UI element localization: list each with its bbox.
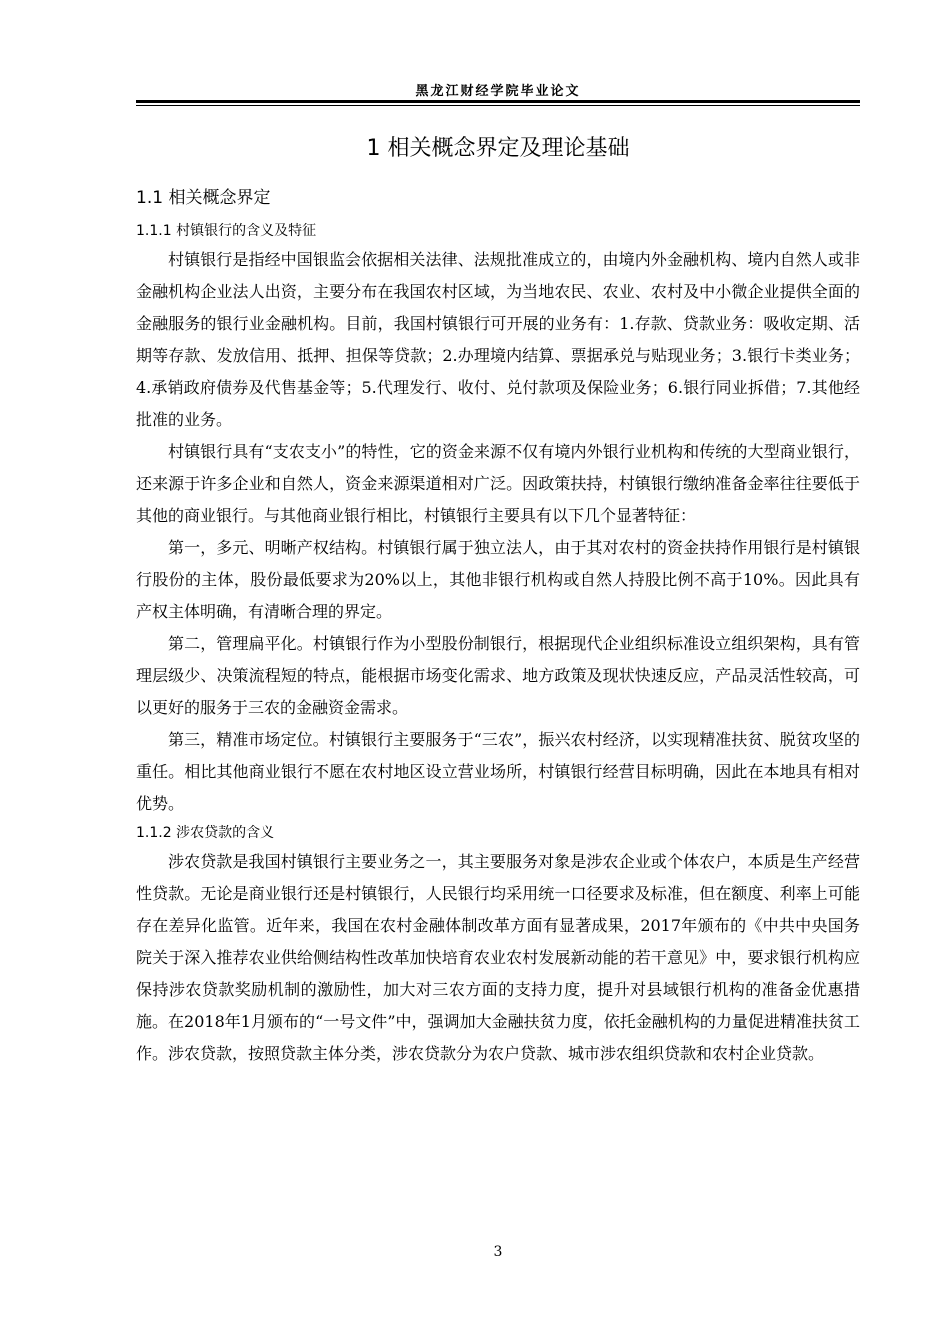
paragraph: 第二，管理扁平化。村镇银行作为小型股份制银行，根据现代企业组织标准设立组织架构，具有管理层级少、决策流程短的特点，能根据市场变化需求、地方政策及现状快速反应，产品灵活性较高，可以更好的服务于三农的金融资金需求。 bbox=[136, 634, 860, 717]
page-number: 3 bbox=[493, 1244, 503, 1260]
header-rule-thin bbox=[136, 105, 860, 106]
paragraph: 第三，精准市场定位。村镇银行主要服务于“三农”，振兴农村经济，以实现精准扶贫、脱贫攻坚的重任。相比其他商业银行不愿在农村地区设立营业场所，村镇银行经营目标明确，因此在本地具有相对优势。 bbox=[136, 730, 860, 813]
paragraph: 村镇银行是指经中国银监会依据相关法律、法规批准成立的，由境内外金融机构、境内自然人或非金融机构企业法人出资，主要分布在我国农村区域，为当地农民、农业、农村及中小微企业提供全面的金融服务的银行业金融机构。目前，我国村镇银行可开展的业务有：1.存款、贷款业务：吸收定期、活期等存款、发放信用、抵押、担保等贷款；2.办理境内结算、票据承兑与贴现业务；3.银行卡类业务；4.承销政府债券及代售基金等；5.代理发行、收付、兑付款项及保险业务；6.银行同业拆借；7.其他经批准的业务。 bbox=[136, 250, 860, 429]
section-title: 1.1 相关概念界定 bbox=[136, 188, 271, 208]
header-rule-thick bbox=[136, 100, 860, 103]
paragraph: 涉农贷款是我国村镇银行主要业务之一，其主要服务对象是涉农企业或个体农户，本质是生产经营性贷款。无论是商业银行还是村镇银行，人民银行均采用统一口径要求及标准，但在额度、利率上可能存在差异化监管。近年来，我国在农村金融体制改革方面有显著成果，2017年颁布的《中共中央国务院关于深入推荐农业供给侧结构性改革加快培育农业农村发展新动能的若干意见》中，要求银行机构应保持涉农贷款奖励机制的激励性，加大对三农方面的支持力度，提升对县域银行机构的准备金优惠措施。在2018年1月颁布的“一号文件”中，强调加大金融扶贫力度，依托金融机构的力量促进精准扶贫工作。涉农贷款，按照贷款主体分类，涉农贷款分为农户贷款、城市涉农组织贷款和农村企业贷款。 bbox=[136, 852, 860, 1063]
paragraph: 第一，多元、明晰产权结构。村镇银行属于独立法人，由于其对农村的资金扶持作用银行是村镇银行股份的主体，股份最低要求为20%以上，其他非银行机构或自然人持股比例不高于10%。因此具有产权主体明确，有清晰合理的界定。 bbox=[136, 538, 860, 621]
body-content bbox=[136, 132, 860, 1070]
running-header: 黑龙江财经学院毕业论文 bbox=[415, 84, 581, 99]
paragraph: 村镇银行具有“支农支小”的特性，它的资金来源不仅有境内外银行业机构和传统的大型商业银行，还来源于许多企业和自然人，资金来源渠道相对广泛。因政策扶持，村镇银行缴纳准备金率往往要低于其他的商业银行。与其他商业银行相比，村镇银行主要具有以下几个显著特征： bbox=[136, 442, 860, 525]
chapter-title: 1 相关概念界定及理论基础 bbox=[366, 136, 630, 161]
subsection-title: 1.1.1 村镇银行的含义及特征 bbox=[136, 223, 317, 239]
subsection-title: 1.1.2 涉农贷款的含义 bbox=[136, 825, 275, 841]
